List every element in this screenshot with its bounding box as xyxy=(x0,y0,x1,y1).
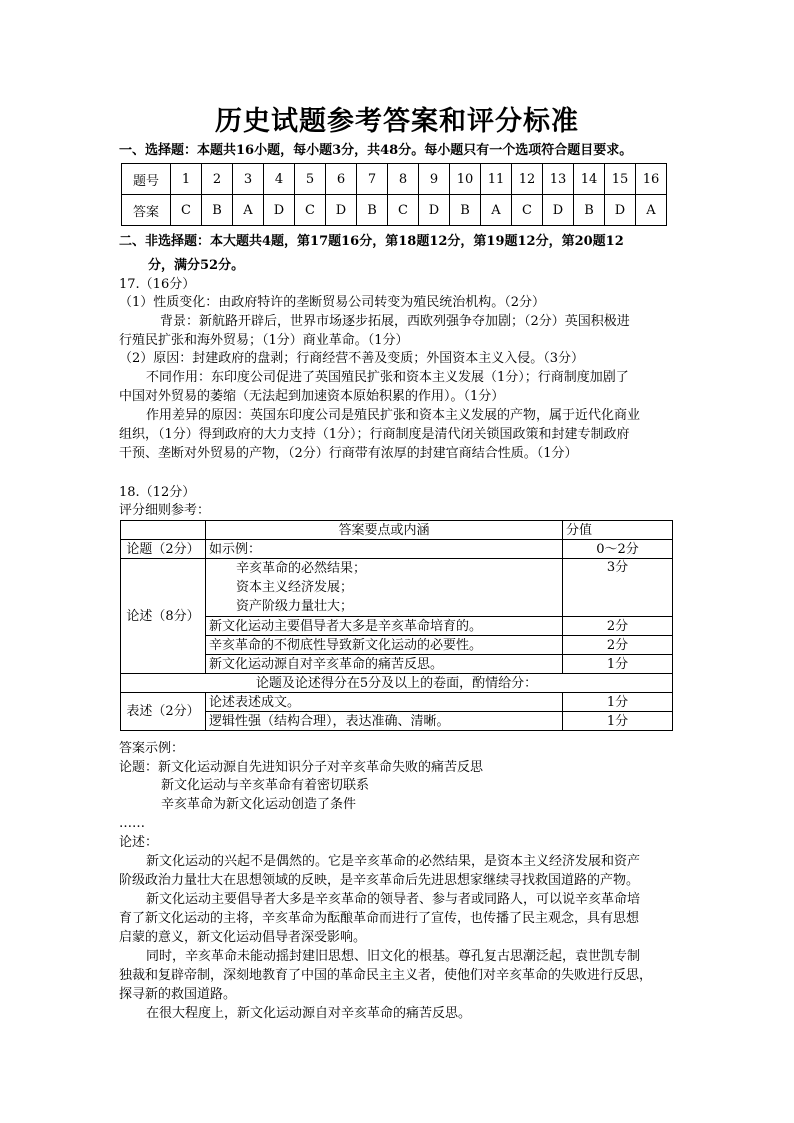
answer-cell: C xyxy=(512,195,543,226)
answer-cell: B xyxy=(450,195,481,226)
answer-cell: D xyxy=(419,195,450,226)
question-number: 4 xyxy=(264,164,295,195)
q17-line: 背景：新航路开辟后，世界市场逐步拓展，西欧列强争夺加剧；（2分）英国积极进 xyxy=(160,314,630,329)
argument-line: 同时，辛亥革命未能动摇封建旧思想、旧文化的根基。尊孔复古思潮泛起，袁世凯专制 xyxy=(146,949,641,964)
argument-line: 探寻新的救国道路。 xyxy=(119,987,237,1002)
q17-line: 不同作用：东印度公司促进了英国殖民扩张和资本主义发展（1分）；行商制度加剧了 xyxy=(146,370,629,385)
question-number: 10 xyxy=(450,164,481,195)
row-content: 论述表述成文。 xyxy=(206,693,563,712)
thesis-line: 论题：新文化运动源自先进知识分子对辛亥革命失败的痛苦反思 xyxy=(119,760,484,775)
question-number: 9 xyxy=(419,164,450,195)
question-number: 2 xyxy=(202,164,233,195)
q17-heading: 17.（16分） xyxy=(119,277,196,292)
row-label: 表述（2分） xyxy=(121,693,206,731)
question-number: 5 xyxy=(295,164,326,195)
answer-cell: B xyxy=(202,195,233,226)
column-header: 答案要点或内涵 xyxy=(206,521,563,540)
question-number: 1 xyxy=(171,164,202,195)
ellipsis: …… xyxy=(119,816,145,831)
answer-cell: D xyxy=(605,195,636,226)
row-content: 辛亥革命的不彻底性导致新文化运动的必要性。 xyxy=(206,636,563,655)
section-1-heading: 一、选择题：本题共16小题，每小题3分，共48分。每小题只有一个选项符合题目要求。 xyxy=(119,143,633,158)
question-number: 15 xyxy=(605,164,636,195)
row-content: 新文化运动源自对辛亥革命的痛苦反思。 xyxy=(206,655,563,674)
section-2-heading: 二、非选择题：本大题共4题，第17题16分，第18题12分，第19题12分，第20题12 xyxy=(119,234,624,249)
argument-heading: 论述： xyxy=(119,835,159,850)
q17-line: （1）性质变化：由政府特许的垄断贸易公司转变为殖民统治机构。（2分） xyxy=(119,295,546,310)
question-number: 13 xyxy=(543,164,574,195)
q17-line: 作用差异的原因：英国东印度公司是殖民扩张和资本主义发展的产物，属于近代化商业 xyxy=(146,408,641,423)
question-number: 7 xyxy=(357,164,388,195)
table-row xyxy=(121,540,673,559)
answer-key-table xyxy=(121,163,667,226)
row-content-list xyxy=(206,559,563,617)
row-score: 1分 xyxy=(563,712,673,731)
argument-line: 新文化运动的兴起不是偶然的。它是辛亥革命的必然结果，是资本主义经济发展和资产 xyxy=(146,854,641,869)
answer-row xyxy=(122,195,667,226)
q17-line: 干预、垄断对外贸易的产物，（2分）行商带有浓厚的封建官商结合性质。（1分） xyxy=(119,446,578,461)
row-score: 1分 xyxy=(563,655,673,674)
argument-line: 在很大程度上，新文化运动源自对辛亥革命的痛苦反思。 xyxy=(146,1006,472,1021)
row-content: 逻辑性强（结构合理），表达准确、清晰。 xyxy=(206,712,563,731)
row-score: 0～2分 xyxy=(563,540,673,559)
list-item: 资本主义经济发展； xyxy=(236,580,354,595)
rubric-table xyxy=(120,520,673,731)
row-score: 1分 xyxy=(563,693,673,712)
thesis-line: 新文化运动与辛亥革命有着密切联系 xyxy=(161,778,370,793)
argument-line: 新文化运动主要倡导者大多是辛亥革命的领导者、参与者或同路人，可以说辛亥革命培 xyxy=(146,892,641,907)
question-number: 16 xyxy=(636,164,667,195)
question-number: 6 xyxy=(326,164,357,195)
argument-line: 启蒙的意义，新文化运动倡导者深受影响。 xyxy=(119,930,367,945)
list-item: 资产阶级力量壮大； xyxy=(236,599,354,614)
answer-cell: A xyxy=(481,195,512,226)
table-row xyxy=(121,559,673,617)
thesis-line: 辛亥革命为新文化运动创造了条件 xyxy=(161,797,357,812)
row-label: 论述（8分） xyxy=(121,559,206,674)
answer-cell: A xyxy=(636,195,667,226)
q17-line: （2）原因：封建政府的盘剥；行商经营不善及变质；外国资本主义入侵。（3分） xyxy=(119,351,585,366)
answer-cell: A xyxy=(233,195,264,226)
row-score: 3分 xyxy=(563,559,673,617)
question-number: 3 xyxy=(233,164,264,195)
page-title: 历史试题参考答案和评分标准 xyxy=(215,106,579,137)
row-score: 2分 xyxy=(563,617,673,636)
section-2-heading-cont: 分，满分52分。 xyxy=(148,258,245,273)
argument-line: 育了新文化运动的主将，辛亥革命为酝酿革命而进行了宣传，也传播了民主观念，具有思想 xyxy=(119,911,640,926)
table-header-cell: 题号 xyxy=(122,164,171,195)
q17-line: 中国对外贸易的萎缩（无法起到加速资本原始积累的作用）。（1分） xyxy=(119,389,505,404)
merged-note: 论题及论述得分在5分及以上的卷面，酌情给分： xyxy=(121,674,673,693)
answer-cell: D xyxy=(543,195,574,226)
answer-cell: C xyxy=(295,195,326,226)
question-number: 12 xyxy=(512,164,543,195)
argument-line: 独裁和复辟帝制，深刻地教育了中国的革命民主主义者，使他们对辛亥革命的失败进行反思， xyxy=(119,968,653,983)
column-header: 分值 xyxy=(563,521,673,540)
q17-line: 行殖民扩张和海外贸易；（1分）商业革命。（1分） xyxy=(119,333,409,348)
row-score: 2分 xyxy=(563,636,673,655)
row-label: 论题（2分） xyxy=(121,540,206,559)
answer-cell: D xyxy=(326,195,357,226)
answer-cell: C xyxy=(388,195,419,226)
q18-subheading: 评分细则参考： xyxy=(119,503,211,518)
question-number: 11 xyxy=(481,164,512,195)
answer-cell: C xyxy=(171,195,202,226)
answer-cell: D xyxy=(264,195,295,226)
row-content: 新文化运动主要倡导者大多是辛亥革命培育的。 xyxy=(206,617,563,636)
argument-line: 阶级政治力量壮大在思想领域的反映，是辛亥革命后先进思想家继续寻找救国道路的产物。 xyxy=(119,873,640,888)
q17-line: 组织，（1分）得到政府的大力支持（1分）；行商制度是清代闭关锁国政策和封建专制政府 xyxy=(119,427,630,442)
answer-cell: B xyxy=(574,195,605,226)
list-item: 辛亥革命的必然结果； xyxy=(236,561,367,576)
answer-cell: B xyxy=(357,195,388,226)
question-number: 14 xyxy=(574,164,605,195)
table-row xyxy=(121,521,673,540)
table-header-cell: 答案 xyxy=(122,195,171,226)
table-row xyxy=(121,674,673,693)
table-row xyxy=(121,693,673,712)
question-number-row xyxy=(122,164,667,195)
question-number: 8 xyxy=(388,164,419,195)
q18-heading: 18.（12分） xyxy=(119,485,196,500)
example-heading: 答案示例： xyxy=(119,741,185,756)
row-content: 如示例： xyxy=(206,540,563,559)
